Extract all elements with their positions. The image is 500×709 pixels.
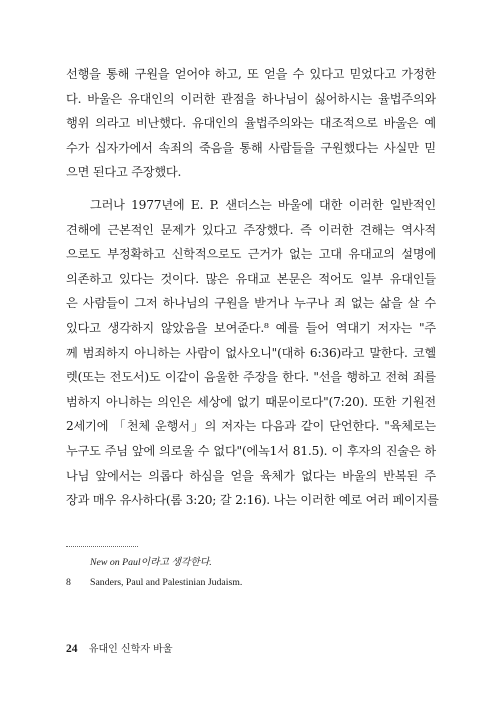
running-title: 유대인 신학자 바울 xyxy=(88,644,173,655)
text-line: 나님 앞에서는 의롭다 하심을 얻을 육체가 없다는 바울의 반복된 주 xyxy=(66,468,436,483)
page-number: 24 xyxy=(66,643,78,655)
text-line: 행위 의라고 비난했다. 유대인의 율법주의와는 대조적으로 바울은 예 xyxy=(66,116,436,131)
text-line: 2세기에 「천체 운행서」의 저자는 다음과 같이 단언한다. "육체로는 xyxy=(66,419,436,434)
text-line: 다. 바울은 유대인의 이러한 관점을 하나님이 싫어하시는 율법주의와 xyxy=(66,91,436,106)
body-text xyxy=(66,62,439,513)
footnote-divider xyxy=(66,546,138,547)
page-footer xyxy=(66,640,172,655)
text-line: 누구도 주님 앞에 의로울 수 없다"(에녹1서 81.5). 이 후자의 진술은 하 xyxy=(66,443,436,458)
text-line: 렛(또는 전도서)도 이같이 음울한 주장을 한다. "선을 행하고 전혀 죄를 xyxy=(66,370,436,385)
text-line: 장과 매우 유사하다(롬 3:20; 갈 2:16). 나는 이러한 예로 여러 페이지를 xyxy=(66,493,439,508)
footnote-text: Sanders, Paul and Palestinian Judaism. xyxy=(90,577,243,588)
text-line: 선행을 통해 구원을 얻어야 하고, 또 얻을 수 있다고 믿었다고 가정한 xyxy=(66,67,436,81)
footnote-number: 8 xyxy=(66,577,71,588)
text-line: 의존하고 있다는 것이다. 많은 유대교 본문은 적어도 일부 유대인들 xyxy=(66,271,436,286)
footnote-continued-text: New on Paul이라고 생각한다. xyxy=(90,557,212,568)
text-line: 있다고 생각하지 않았음을 보여준다.⁸ 예를 들어 역대기 저자는 "주 xyxy=(66,320,436,335)
text-line: 으로도 부정확하고 신학적으로도 근거가 없는 고대 유대교의 설명에 xyxy=(66,247,436,262)
text-line: 범하지 아니하는 의인은 세상에 없기 때문이로다"(7:20). 또한 기원전 xyxy=(66,394,436,409)
text-line: 으면 된다고 주장했다. xyxy=(66,165,182,180)
footnotes xyxy=(66,553,436,593)
text-line: 수가 십자가에서 속죄의 죽음을 통해 사람들을 구원했다는 사실만 믿 xyxy=(66,140,436,155)
footnote-8 xyxy=(66,573,436,593)
text-line: 은 사람들이 그저 하나님의 구원을 받거나 누구나 죄 없는 삶을 살 수 xyxy=(66,296,436,311)
paragraph-gap xyxy=(66,185,436,193)
text-line: 그러나 1977년에 E. P. 샌더스는 바울에 대한 이러한 일반적인 xyxy=(90,197,436,212)
footnote-continued xyxy=(66,553,436,573)
text-line: 께 범죄하지 아니하는 사람이 없사오니"(대하 6:36)라고 말한다. 코헬 xyxy=(66,345,436,360)
text-line: 견해에 근본적인 문제가 있다고 주장했다. 즉 이러한 견해는 역사적 xyxy=(66,222,436,237)
